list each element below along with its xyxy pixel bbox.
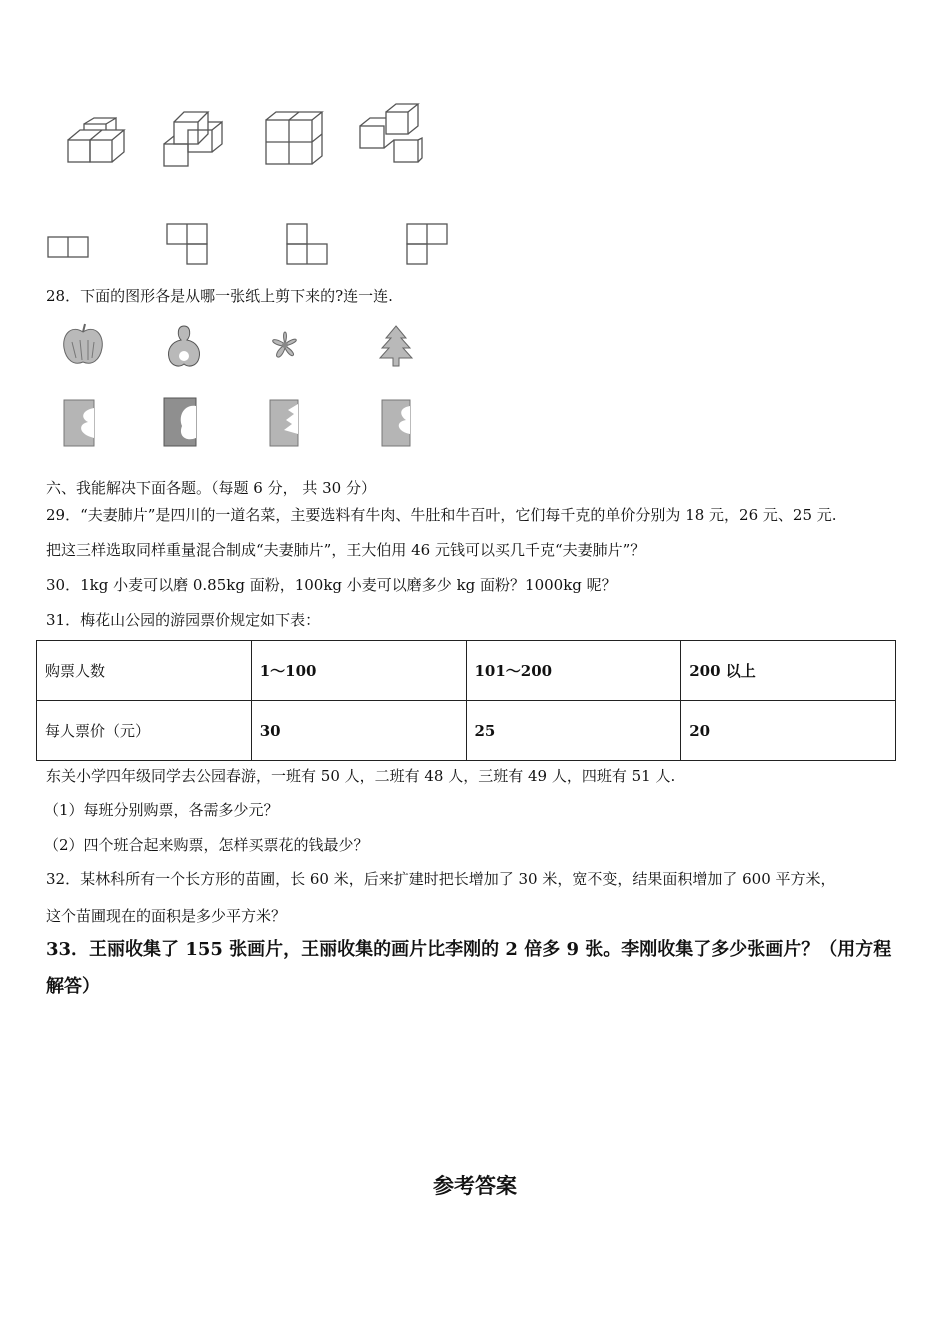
table-row — [37, 641, 896, 701]
table-cell: 购票人数 — [37, 641, 252, 701]
question-33-line1: 33．王丽收集了 155 张画片，王丽收集的画片比李刚的 2 倍多 9 张。李刚收集了多少张画片？（用方程 — [46, 939, 892, 960]
table-cell: 25 — [466, 701, 681, 761]
question-31-intro: 31．梅花山公园的游园票价规定如下表： — [46, 611, 321, 629]
cut-paper-icon — [62, 398, 96, 448]
question-28: 28．下面的图形各是从哪一张纸上剪下来的?连一连. — [46, 287, 393, 305]
question-32-line2: 这个苗圃现在的面积是多少平方米？ — [46, 907, 287, 925]
apple-shape-icon — [60, 322, 106, 368]
cut-paper-icon — [162, 396, 198, 448]
section-6-heading: 六、我能解决下面各题。（每题 6 分， 共 30 分） — [46, 479, 376, 497]
square-view-icon — [46, 234, 92, 260]
flower-shape-icon — [262, 324, 308, 366]
square-view-icon — [285, 222, 331, 268]
question-31-info: 东关小学四年级同学去公园春游，一班有 50 人，二班有 48 人，三班有 49 人，四班有 51 人. — [46, 767, 676, 785]
question-31-sub2: （2）四个班合起来购票，怎样买票花的钱最少？ — [44, 836, 369, 854]
cut-paper-icon — [380, 398, 412, 448]
answers-title: 参考答案 — [433, 1174, 517, 1198]
table-cell: 200 以上 — [681, 641, 896, 701]
gourd-shape-icon — [163, 320, 205, 370]
question-29-line2: 把这三样选取同样重量混合制成“夫妻肺片”，王大伯用 46 元钱可以买几千克“夫妻肺片”？ — [46, 541, 646, 559]
question-31-sub1: （1）每班分别购票，各需多少元？ — [44, 801, 279, 819]
table-cell: 1～100 — [251, 641, 466, 701]
question-29-line1: 29．“夫妻肺片”是四川的一道名菜，主要选料有牛肉、牛肚和牛百叶，它们每千克的单价分别为 18 元，26 元、25 元. — [46, 506, 837, 524]
question-33-line2: 解答） — [46, 976, 100, 997]
table-cell: 每人票价（元） — [37, 701, 252, 761]
square-view-icon — [405, 222, 451, 268]
cube-stack-icon — [356, 98, 426, 166]
table-cell: 20 — [681, 701, 896, 761]
table-cell: 101～200 — [466, 641, 681, 701]
square-view-icon — [165, 222, 211, 268]
cube-stack-icon — [62, 110, 126, 168]
ticket-price-table — [36, 640, 896, 761]
table-row — [37, 701, 896, 761]
question-30: 30．1kg 小麦可以磨 0.85kg 面粉，100kg 小麦可以磨多少 kg 面粉？1000kg 呢？ — [46, 576, 617, 594]
tree-shape-icon — [376, 324, 416, 368]
cut-paper-icon — [268, 398, 300, 448]
cube-stack-icon — [262, 108, 324, 166]
cube-stack-icon — [160, 104, 228, 170]
table-cell: 30 — [251, 701, 466, 761]
question-32-line1: 32．某林科所有一个长方形的苗圃，长 60 米，后来扩建时把长增加了 30 米，宽不变，结果面积增加了 600 平方米， — [46, 870, 836, 888]
